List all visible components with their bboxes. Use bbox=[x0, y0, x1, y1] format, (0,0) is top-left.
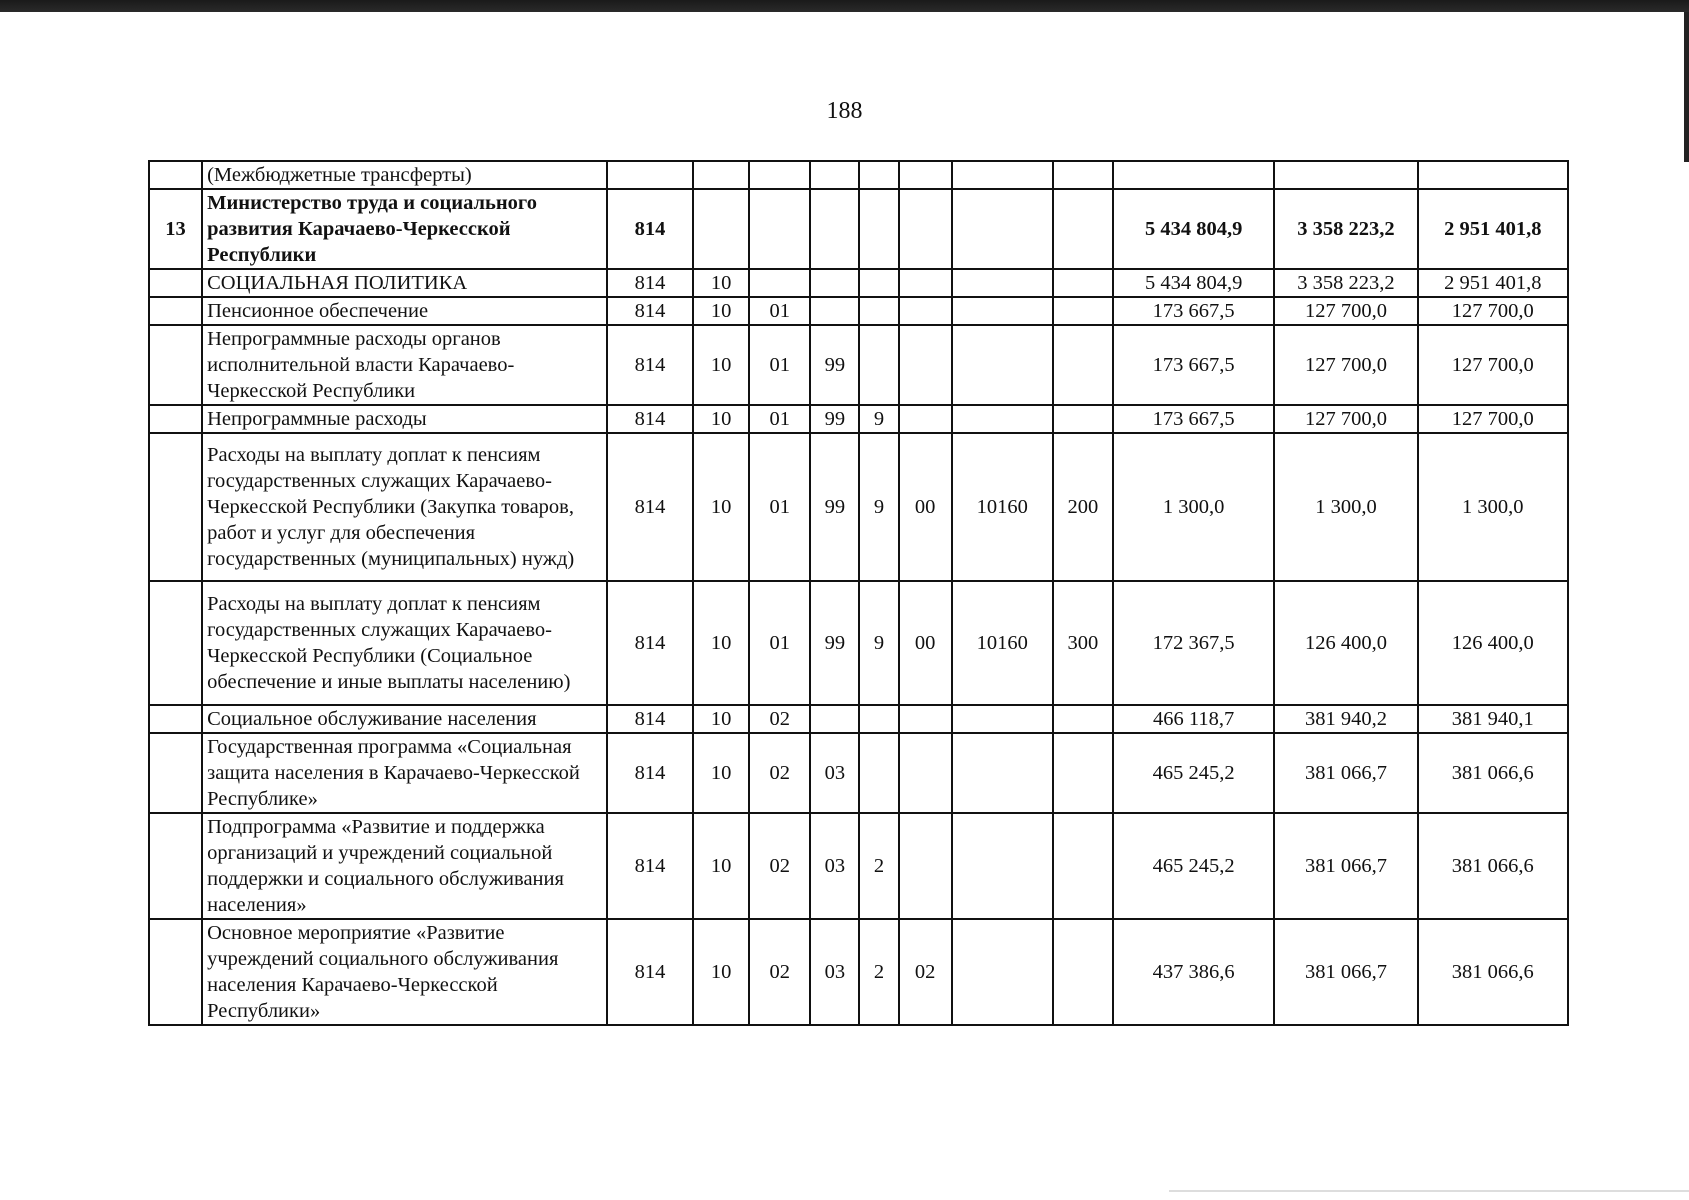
item-name-cell: Расходы на выплату доплат к пенсиям государственных служащих Карачаево-Черкесской Республики (Закупка товаров, работ и услуг для обеспечения государственных (муниципальных) нужд) bbox=[202, 433, 607, 581]
direction-code-cell bbox=[952, 325, 1053, 405]
subsection-code-cell bbox=[749, 269, 810, 297]
direction-code-cell bbox=[952, 189, 1053, 269]
item-name-cell: Непрограммные расходы органов исполнительной власти Карачаево-Черкесской Республики bbox=[202, 325, 607, 405]
row-number-cell bbox=[149, 161, 202, 189]
subsection-code-cell: 02 bbox=[749, 919, 810, 1025]
section-code-cell: 10 bbox=[693, 405, 749, 433]
subsection-code-cell: 02 bbox=[749, 813, 810, 919]
section-code-cell: 10 bbox=[693, 325, 749, 405]
expense-type-cell bbox=[1053, 405, 1113, 433]
amount-year2-cell: 381 066,7 bbox=[1274, 919, 1417, 1025]
expense-type-cell bbox=[1053, 813, 1113, 919]
section-code-cell bbox=[693, 161, 749, 189]
event-code-cell bbox=[899, 325, 952, 405]
subsection-code-cell bbox=[749, 189, 810, 269]
amount-year2-cell: 1 300,0 bbox=[1274, 433, 1417, 581]
direction-code-cell bbox=[952, 161, 1053, 189]
amount-year1-cell: 465 245,2 bbox=[1113, 733, 1274, 813]
amount-year2-cell: 381 940,2 bbox=[1274, 705, 1417, 733]
item-name-cell: Государственная программа «Социальная защита населения в Карачаево-Черкесской Республике» bbox=[202, 733, 607, 813]
section-code-cell: 10 bbox=[693, 705, 749, 733]
table-row bbox=[149, 325, 1568, 405]
row-number-cell bbox=[149, 297, 202, 325]
ministry-code-cell: 814 bbox=[607, 919, 693, 1025]
row-number-cell bbox=[149, 705, 202, 733]
amount-year3-cell: 381 066,6 bbox=[1418, 813, 1568, 919]
program-code-cell bbox=[810, 189, 859, 269]
subsection-code-cell: 01 bbox=[749, 297, 810, 325]
amount-year1-cell: 5 434 804,9 bbox=[1113, 189, 1274, 269]
amount-year2-cell: 3 358 223,2 bbox=[1274, 189, 1417, 269]
ministry-code-cell: 814 bbox=[607, 189, 693, 269]
amount-year3-cell bbox=[1418, 161, 1568, 189]
ministry-code-cell: 814 bbox=[607, 297, 693, 325]
expense-type-cell bbox=[1053, 297, 1113, 325]
amount-year3-cell: 2 951 401,8 bbox=[1418, 189, 1568, 269]
row-number-cell bbox=[149, 325, 202, 405]
row-number-cell bbox=[149, 433, 202, 581]
subsection-code-cell: 02 bbox=[749, 705, 810, 733]
program-code-cell: 03 bbox=[810, 733, 859, 813]
subprogram-code-cell bbox=[859, 325, 898, 405]
subprogram-code-cell: 9 bbox=[859, 405, 898, 433]
subprogram-code-cell: 9 bbox=[859, 581, 898, 705]
program-code-cell bbox=[810, 297, 859, 325]
item-name-cell: Непрограммные расходы bbox=[202, 405, 607, 433]
row-number-cell bbox=[149, 581, 202, 705]
expense-type-cell bbox=[1053, 919, 1113, 1025]
table-row bbox=[149, 161, 1568, 189]
item-name-cell: Социальное обслуживание населения bbox=[202, 705, 607, 733]
expense-type-cell bbox=[1053, 705, 1113, 733]
item-name-cell: (Межбюджетные трансферты) bbox=[202, 161, 607, 189]
direction-code-cell bbox=[952, 705, 1053, 733]
ministry-code-cell: 814 bbox=[607, 581, 693, 705]
ministry-code-cell bbox=[607, 161, 693, 189]
row-number-cell bbox=[149, 269, 202, 297]
amount-year2-cell: 127 700,0 bbox=[1274, 325, 1417, 405]
item-name-cell: Министерство труда и социального развития Карачаево-Черкесской Республики bbox=[202, 189, 607, 269]
table-body bbox=[149, 161, 1568, 1025]
section-code-cell: 10 bbox=[693, 433, 749, 581]
ministry-code-cell: 814 bbox=[607, 405, 693, 433]
amount-year2-cell bbox=[1274, 161, 1417, 189]
subprogram-code-cell bbox=[859, 705, 898, 733]
section-code-cell: 10 bbox=[693, 297, 749, 325]
program-code-cell bbox=[810, 705, 859, 733]
amount-year1-cell: 173 667,5 bbox=[1113, 325, 1274, 405]
expense-type-cell: 200 bbox=[1053, 433, 1113, 581]
subprogram-code-cell bbox=[859, 297, 898, 325]
amount-year3-cell: 127 700,0 bbox=[1418, 405, 1568, 433]
direction-code-cell bbox=[952, 297, 1053, 325]
amount-year2-cell: 127 700,0 bbox=[1274, 405, 1417, 433]
expense-type-cell: 300 bbox=[1053, 581, 1113, 705]
subprogram-code-cell bbox=[859, 733, 898, 813]
subsection-code-cell: 02 bbox=[749, 733, 810, 813]
expense-type-cell bbox=[1053, 269, 1113, 297]
ministry-code-cell: 814 bbox=[607, 813, 693, 919]
amount-year1-cell: 466 118,7 bbox=[1113, 705, 1274, 733]
subsection-code-cell: 01 bbox=[749, 325, 810, 405]
program-code-cell: 99 bbox=[810, 325, 859, 405]
table-row bbox=[149, 433, 1568, 581]
event-code-cell: 00 bbox=[899, 433, 952, 581]
direction-code-cell: 10160 bbox=[952, 581, 1053, 705]
ministry-code-cell: 814 bbox=[607, 325, 693, 405]
section-code-cell: 10 bbox=[693, 733, 749, 813]
event-code-cell bbox=[899, 161, 952, 189]
table-row bbox=[149, 269, 1568, 297]
budget-table bbox=[148, 160, 1569, 1026]
row-number-cell bbox=[149, 733, 202, 813]
amount-year2-cell: 381 066,7 bbox=[1274, 813, 1417, 919]
amount-year3-cell: 1 300,0 bbox=[1418, 433, 1568, 581]
subsection-code-cell: 01 bbox=[749, 405, 810, 433]
row-number-cell bbox=[149, 405, 202, 433]
program-code-cell bbox=[810, 161, 859, 189]
scan-right-edge bbox=[1684, 12, 1689, 162]
event-code-cell bbox=[899, 733, 952, 813]
amount-year1-cell: 5 434 804,9 bbox=[1113, 269, 1274, 297]
amount-year3-cell: 127 700,0 bbox=[1418, 297, 1568, 325]
row-number-cell bbox=[149, 919, 202, 1025]
item-name-cell: Расходы на выплату доплат к пенсиям государственных служащих Карачаево-Черкесской Республики (Социальное обеспечение и иные выплаты населению) bbox=[202, 581, 607, 705]
table-row bbox=[149, 733, 1568, 813]
table-row bbox=[149, 813, 1568, 919]
table-row bbox=[149, 297, 1568, 325]
row-number-cell: 13 bbox=[149, 189, 202, 269]
program-code-cell: 03 bbox=[810, 813, 859, 919]
item-name-cell: Основное мероприятие «Развитие учреждений социального обслуживания населения Карачаево-Черкесской Республики» bbox=[202, 919, 607, 1025]
scan-bottom-mark bbox=[1169, 1190, 1689, 1192]
table-row bbox=[149, 405, 1568, 433]
event-code-cell bbox=[899, 813, 952, 919]
table-row bbox=[149, 919, 1568, 1025]
subprogram-code-cell bbox=[859, 161, 898, 189]
program-code-cell: 99 bbox=[810, 405, 859, 433]
page-number: 188 bbox=[826, 98, 863, 124]
amount-year2-cell: 3 358 223,2 bbox=[1274, 269, 1417, 297]
section-code-cell bbox=[693, 189, 749, 269]
amount-year1-cell: 172 367,5 bbox=[1113, 581, 1274, 705]
ministry-code-cell: 814 bbox=[607, 269, 693, 297]
item-name-cell: Подпрограмма «Развитие и поддержка организаций и учреждений социальной поддержки и социального обслуживания населения» bbox=[202, 813, 607, 919]
amount-year1-cell: 173 667,5 bbox=[1113, 297, 1274, 325]
item-name-cell: СОЦИАЛЬНАЯ ПОЛИТИКА bbox=[202, 269, 607, 297]
subprogram-code-cell bbox=[859, 189, 898, 269]
table-row bbox=[149, 189, 1568, 269]
subprogram-code-cell bbox=[859, 269, 898, 297]
amount-year3-cell: 2 951 401,8 bbox=[1418, 269, 1568, 297]
expense-type-cell bbox=[1053, 733, 1113, 813]
direction-code-cell: 10160 bbox=[952, 433, 1053, 581]
amount-year1-cell bbox=[1113, 161, 1274, 189]
amount-year1-cell: 437 386,6 bbox=[1113, 919, 1274, 1025]
section-code-cell: 10 bbox=[693, 813, 749, 919]
subsection-code-cell: 01 bbox=[749, 433, 810, 581]
event-code-cell bbox=[899, 269, 952, 297]
subprogram-code-cell: 2 bbox=[859, 813, 898, 919]
row-number-cell bbox=[149, 813, 202, 919]
amount-year3-cell: 381 066,6 bbox=[1418, 919, 1568, 1025]
event-code-cell: 00 bbox=[899, 581, 952, 705]
section-code-cell: 10 bbox=[693, 269, 749, 297]
expense-type-cell bbox=[1053, 189, 1113, 269]
amount-year2-cell: 127 700,0 bbox=[1274, 297, 1417, 325]
direction-code-cell bbox=[952, 269, 1053, 297]
ministry-code-cell: 814 bbox=[607, 733, 693, 813]
section-code-cell: 10 bbox=[693, 919, 749, 1025]
direction-code-cell bbox=[952, 405, 1053, 433]
program-code-cell bbox=[810, 269, 859, 297]
expense-type-cell bbox=[1053, 325, 1113, 405]
amount-year2-cell: 126 400,0 bbox=[1274, 581, 1417, 705]
event-code-cell bbox=[899, 405, 952, 433]
subprogram-code-cell: 2 bbox=[859, 919, 898, 1025]
event-code-cell: 02 bbox=[899, 919, 952, 1025]
amount-year3-cell: 127 700,0 bbox=[1418, 325, 1568, 405]
ministry-code-cell: 814 bbox=[607, 433, 693, 581]
program-code-cell: 99 bbox=[810, 433, 859, 581]
amount-year2-cell: 381 066,7 bbox=[1274, 733, 1417, 813]
amount-year1-cell: 465 245,2 bbox=[1113, 813, 1274, 919]
program-code-cell: 99 bbox=[810, 581, 859, 705]
section-code-cell: 10 bbox=[693, 581, 749, 705]
event-code-cell bbox=[899, 189, 952, 269]
amount-year3-cell: 381 066,6 bbox=[1418, 733, 1568, 813]
scan-top-border bbox=[0, 0, 1689, 12]
subprogram-code-cell: 9 bbox=[859, 433, 898, 581]
table-row bbox=[149, 705, 1568, 733]
amount-year1-cell: 173 667,5 bbox=[1113, 405, 1274, 433]
direction-code-cell bbox=[952, 919, 1053, 1025]
direction-code-cell bbox=[952, 813, 1053, 919]
amount-year3-cell: 126 400,0 bbox=[1418, 581, 1568, 705]
direction-code-cell bbox=[952, 733, 1053, 813]
expense-type-cell bbox=[1053, 161, 1113, 189]
item-name-cell: Пенсионное обеспечение bbox=[202, 297, 607, 325]
subsection-code-cell: 01 bbox=[749, 581, 810, 705]
program-code-cell: 03 bbox=[810, 919, 859, 1025]
event-code-cell bbox=[899, 297, 952, 325]
table-row bbox=[149, 581, 1568, 705]
ministry-code-cell: 814 bbox=[607, 705, 693, 733]
amount-year1-cell: 1 300,0 bbox=[1113, 433, 1274, 581]
subsection-code-cell bbox=[749, 161, 810, 189]
amount-year3-cell: 381 940,1 bbox=[1418, 705, 1568, 733]
event-code-cell bbox=[899, 705, 952, 733]
